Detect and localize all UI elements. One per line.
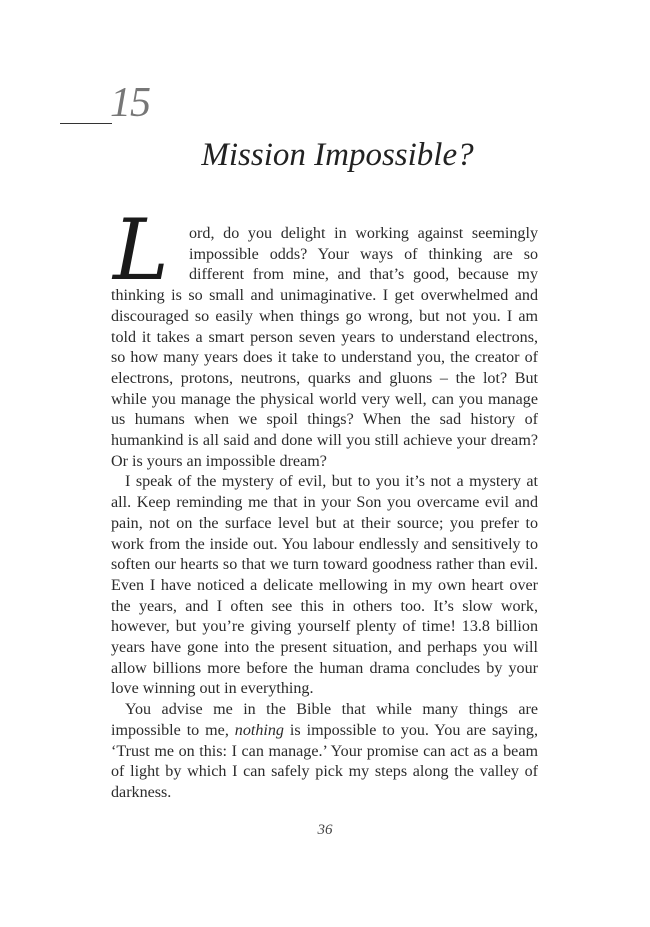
paragraph-2: I speak of the mystery of evil, but to you it’s not a mystery at all. Keep reminding me that in your Son you overcame evil and pain, not on the surface level but at their source; you prefer to work from the inside out. You labour endlessly and sensitively to soften our hearts so that we turn toward goodness rather than evil. Even I have noticed a delicate mellowing in my own heart over the years, and I often see this in others too. It’s slow work, however, but you’re giving yourself plenty of time! 13.8 billion years have gone into the present situation, and perhaps you will allow billions more before the human drama concludes by your love winning out in everything. [111,473,538,698]
paragraph-3-text-a: You advise me in the Bible that while many things are impossible to me, [111,701,538,739]
paragraph-1 [111,201,538,472]
drop-cap: L [113,201,169,299]
paragraph-3-text-b: is impossible to you. You are saying, ‘Trust me on this: I can manage.’ Your promise can act as a beam of light by which I can safely pick my steps along the valley of darkness. [111,721,538,801]
emphasis-nothing: nothing [234,721,284,739]
chapter-title: Mission Impossible? [201,137,474,173]
paragraph-3 [111,700,538,804]
paragraph-1-text: ord, do you delight in working against seemingly impossible odds? Your ways of thinking are so different from mine, and that’s good, because my thinking is so small and unimaginative. I get overwhelmed and discouraged so easily when things go wrong, but not you. I am told it takes a smart person seven years to understand electrons, so how many years does it take to understand you, the creator of electrons, protons, neutrons, quarks and gluons – the lot? But while you manage the physical world very well, can you manage us humans when we spoil things? When the sad history of humankind is all said and done will you still achieve your dream? Or is yours an impossible dream? [111,225,538,470]
body-text [111,201,538,804]
chapter-rule [60,123,112,124]
page-number: 36 [317,822,333,838]
chapter-number: 15 [110,80,150,126]
